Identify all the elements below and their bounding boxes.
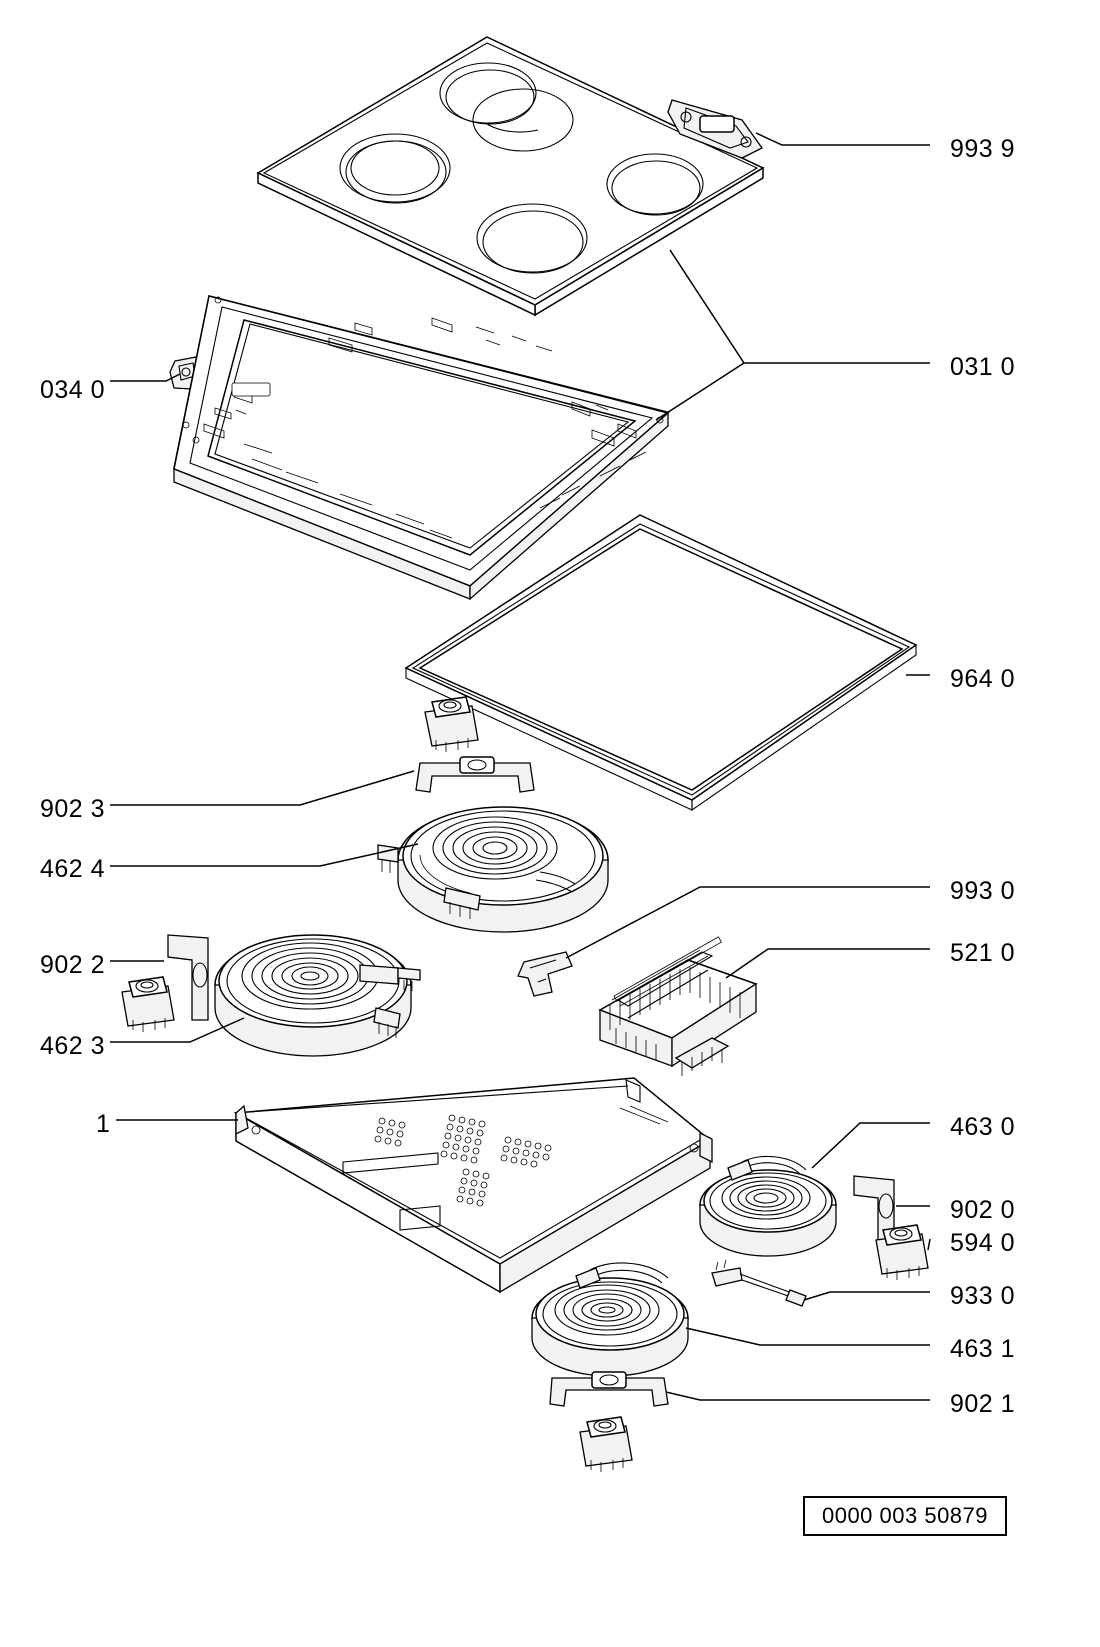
part-thermal-limiter-switch bbox=[876, 1225, 928, 1280]
callout-1: 1 bbox=[96, 1110, 111, 1138]
callout-993-0: 993 0 bbox=[950, 877, 1016, 905]
part-dual-zone-radiant-heating-element bbox=[378, 807, 608, 932]
callout-964-0: 964 0 bbox=[950, 665, 1016, 693]
part-heating-element-support-bracket-rear bbox=[416, 757, 534, 792]
callout-933-0: 933 0 bbox=[950, 1282, 1016, 1310]
part-appliance-base-pan bbox=[236, 1078, 712, 1292]
callout-463-1: 463 1 bbox=[950, 1335, 1016, 1363]
callout-902-1: 902 1 bbox=[950, 1390, 1016, 1418]
callout-463-0: 463 0 bbox=[950, 1113, 1016, 1141]
part-wiring-harness-connector bbox=[712, 1260, 806, 1306]
callout-902-3: 902 3 bbox=[40, 795, 106, 823]
callout-594-0: 594 0 bbox=[950, 1229, 1016, 1257]
part-large-radiant-heating-element bbox=[215, 935, 420, 1056]
part-thermal-limiter-switch-left bbox=[122, 977, 174, 1032]
part-cable-retainer-bracket bbox=[518, 952, 572, 996]
callout-462-4: 462 4 bbox=[40, 855, 106, 883]
callout-521-0: 521 0 bbox=[950, 939, 1016, 967]
callout-034-0: 034 0 bbox=[40, 376, 106, 404]
part-radiant-heating-element-front bbox=[532, 1263, 688, 1376]
part-terminal-block-connector bbox=[600, 937, 756, 1076]
callout-993-9: 993 9 bbox=[950, 135, 1016, 163]
drawing-number: 0000 003 50879 bbox=[821, 1503, 989, 1528]
drawing-number-box bbox=[803, 1496, 1007, 1536]
part-heating-element-support-bracket-left bbox=[168, 935, 208, 1020]
callout-031-0: 031 0 bbox=[950, 353, 1016, 381]
part-radiant-heating-element-right bbox=[700, 1156, 836, 1256]
part-heating-element-support-bracket-front bbox=[550, 1372, 668, 1406]
part-thermal-limiter-switch-front bbox=[580, 1417, 632, 1472]
callout-902-2: 902 2 bbox=[40, 951, 106, 979]
part-glass-ceramic-cooktop-panel bbox=[258, 37, 763, 315]
callout-902-0: 902 0 bbox=[950, 1196, 1016, 1224]
callout-462-3: 462 3 bbox=[40, 1032, 106, 1060]
part-thermal-limiter-switch-rear bbox=[425, 697, 478, 752]
